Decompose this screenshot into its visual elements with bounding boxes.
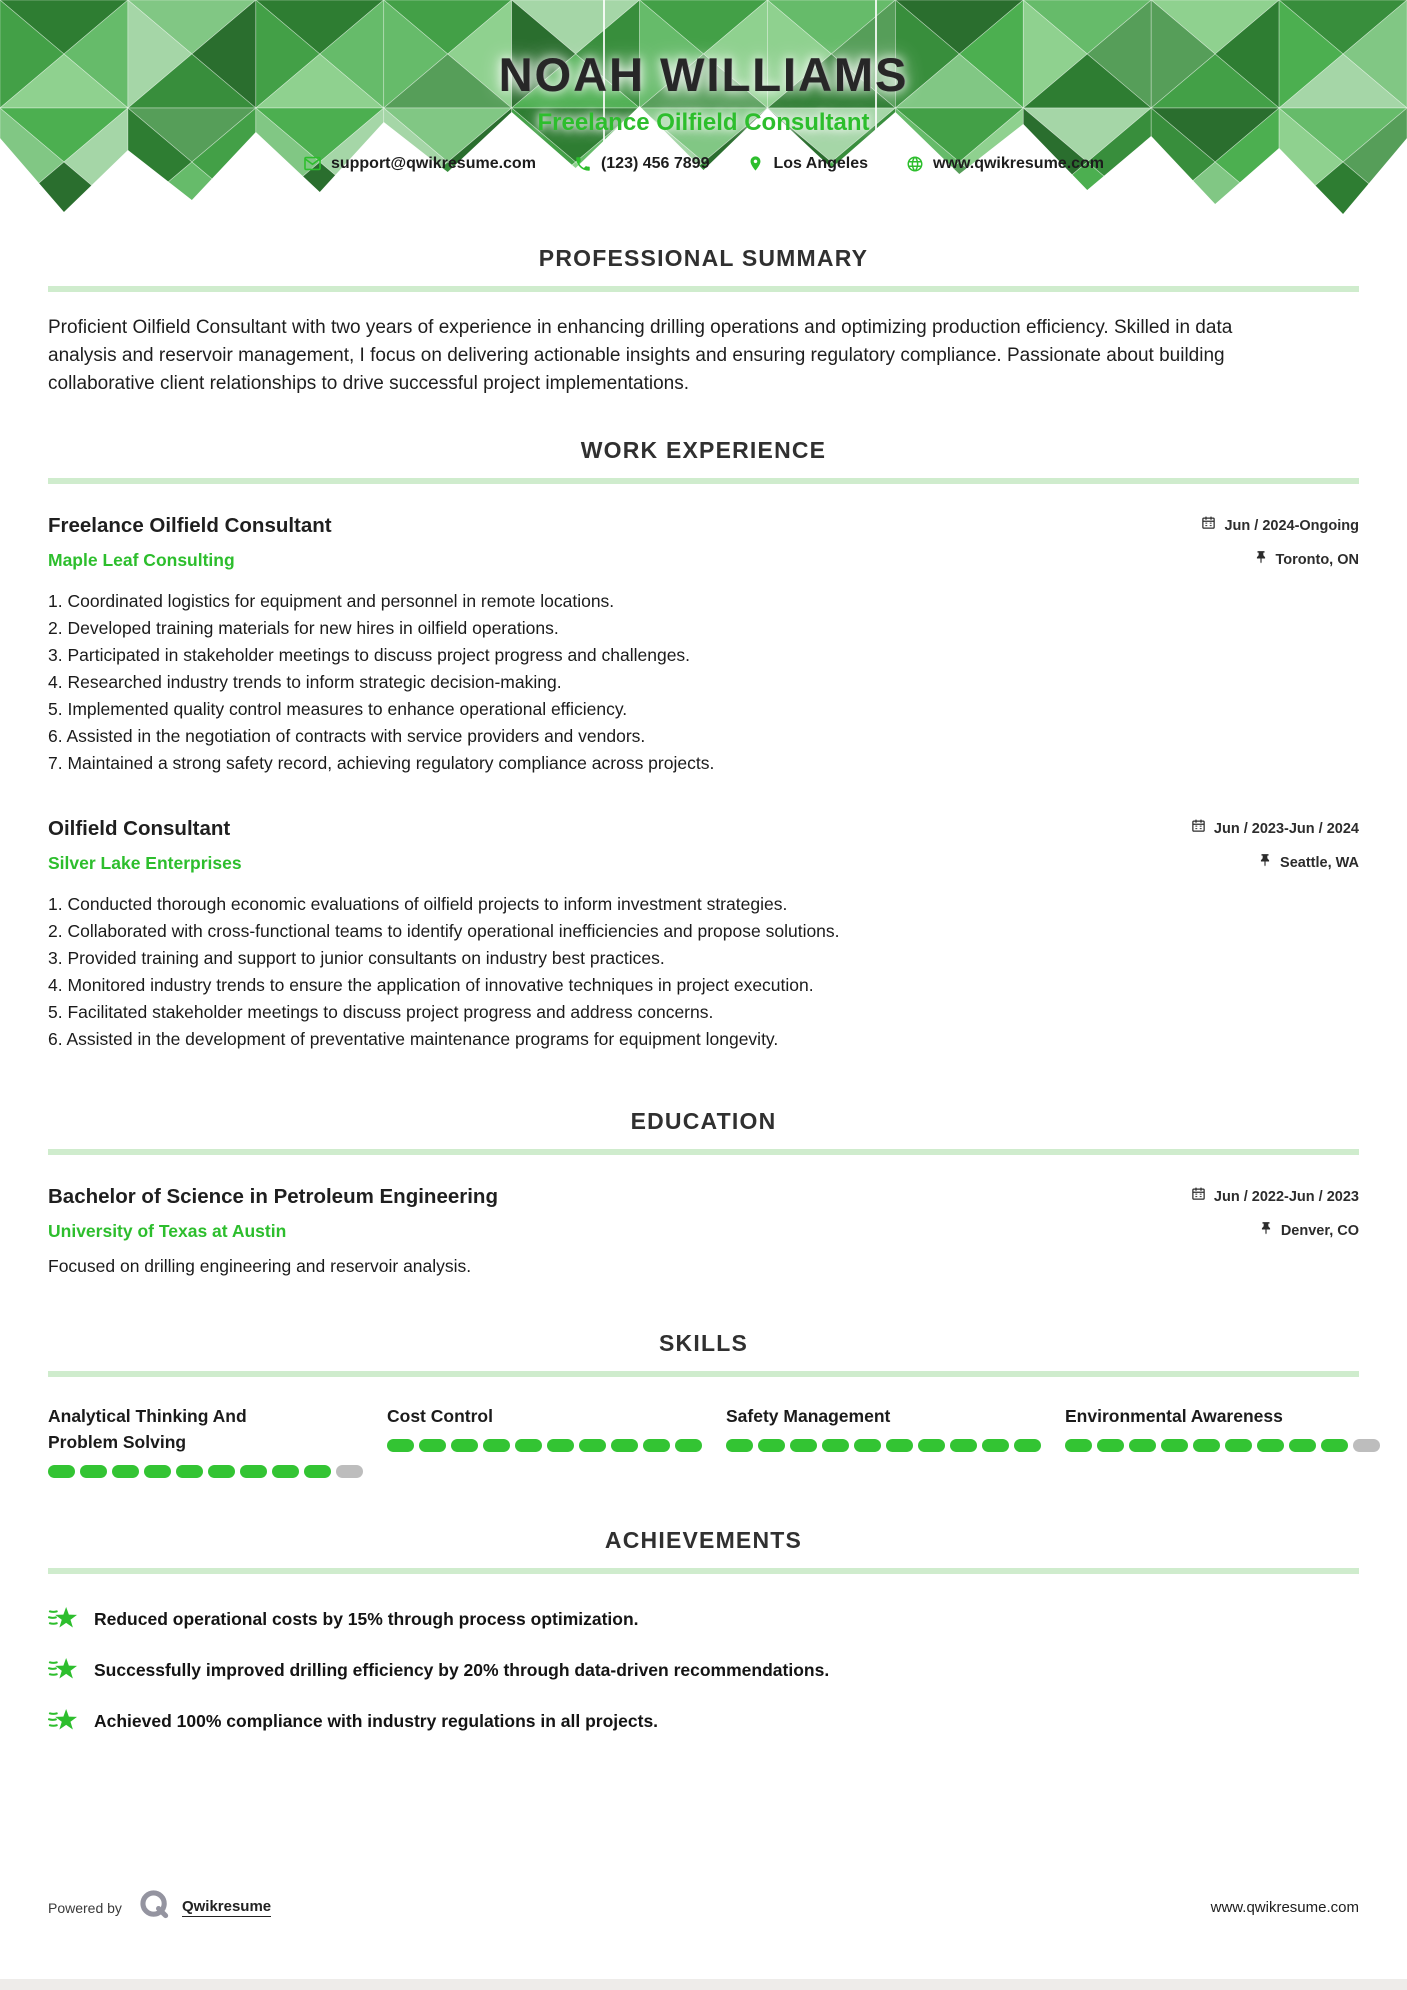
phone-icon: [574, 155, 592, 173]
skill-level-segment: [1353, 1439, 1380, 1452]
skill-level-bar: [726, 1439, 1041, 1452]
section-divider: [48, 286, 1359, 292]
duty-item: Implemented quality control measures to enhance operational efficiency.: [67, 699, 628, 719]
skill-level-segment: [675, 1439, 702, 1452]
skill-level-segment: [1321, 1439, 1348, 1452]
person-name: NOAH WILLIAMS: [498, 48, 909, 101]
education-entry: [48, 1183, 1359, 1279]
job-period-text: Jun / 2023-Jun / 2024: [1213, 821, 1359, 837]
skill-name: Safety Management: [726, 1406, 891, 1426]
skill-level-segment: [451, 1439, 478, 1452]
education-period-text: Jun / 2022-Jun / 2023: [1213, 1189, 1359, 1205]
duty-item: Coordinated logistics for equipment and personnel in remote locations.: [67, 591, 615, 611]
calendar-icon: [1191, 1183, 1206, 1211]
skill-level-segment: [419, 1439, 446, 1452]
skill-level-segment: [611, 1439, 638, 1452]
skill-level-segment: [304, 1465, 331, 1478]
duty-item: Facilitated stakeholder meetings to discuss project progress and address concerns.: [67, 1002, 714, 1022]
contact-phone-text: (123) 456 7899: [600, 154, 710, 172]
education-period: [1191, 1183, 1359, 1211]
skill-level-segment: [387, 1439, 414, 1452]
duty-item: Collaborated with cross-functional teams to identify operational inefficiencies and propose solutions.: [67, 921, 840, 941]
skill-level-segment: [144, 1465, 171, 1478]
achievement-item: [48, 1704, 1359, 1739]
skill-level-segment: [547, 1439, 574, 1452]
job-location-text: Seattle, WA: [1280, 855, 1359, 871]
job-duties: [48, 588, 1359, 777]
job-duties: [48, 891, 1359, 1053]
education-heading: EDUCATION: [630, 1108, 777, 1134]
powered-by-label: Powered by: [48, 1899, 122, 1916]
section-divider: [48, 1568, 1359, 1574]
qwikresume-logo-icon: [138, 1888, 172, 1927]
skill: [1065, 1403, 1380, 1478]
skill-level-segment: [790, 1439, 817, 1452]
skill-level-segment: [918, 1439, 945, 1452]
skill-level-segment: [208, 1465, 235, 1478]
page-bottom-strip: [0, 1979, 1407, 1990]
skill-name: Environmental Awareness: [1065, 1406, 1283, 1426]
header: [0, 0, 1407, 218]
skills-grid: [48, 1403, 1359, 1478]
skill-level-segment: [579, 1439, 606, 1452]
duty-item: Assisted in the development of preventative maintenance programs for equipment longevity.: [66, 1029, 779, 1049]
footer-website: www.qwikresume.com: [1210, 1899, 1359, 1916]
skill-level-segment: [1065, 1439, 1092, 1452]
summary-text: Proficient Oilfield Consultant with two years of experience in enhancing drilling operations and optimizing production efficiency. Skilled in data analysis and reservoir management, I focus on delivering actionable insights and ensuring regulatory compliance. Passionate about building collaborative client relationships to drive successful project implementations.: [48, 317, 1233, 394]
skill-level-segment: [48, 1465, 75, 1478]
contact-email: [303, 154, 536, 173]
achievement-item: [48, 1602, 1359, 1637]
skill: [48, 1403, 363, 1478]
contact-email-text: support@qwikresume.com: [330, 154, 536, 172]
shooting-star-icon: [48, 1653, 78, 1688]
calendar-icon: [1191, 815, 1206, 843]
achievements-heading: ACHIEVEMENTS: [604, 1527, 803, 1553]
contact-row: [0, 154, 1407, 173]
footer: [48, 1888, 1359, 1927]
achievement-text: Achieved 100% compliance with industry regulations in all projects.: [94, 1711, 659, 1731]
skill-level-segment: [854, 1439, 881, 1452]
skill-level-segment: [758, 1439, 785, 1452]
job-location-text: Toronto, ON: [1275, 552, 1359, 568]
job-period-text: Jun / 2024-Ongoing: [1224, 518, 1359, 534]
duty-item: Provided training and support to junior consultants on industry best practices.: [67, 948, 665, 968]
skill-name: Analytical Thinking And Problem Solving: [48, 1406, 247, 1452]
shooting-star-icon: [48, 1704, 78, 1739]
education-note: Focused on drilling engineering and reservoir analysis.: [48, 1256, 472, 1276]
skill-level-segment: [1193, 1439, 1220, 1452]
section-divider: [48, 478, 1359, 484]
section-divider: [48, 1371, 1359, 1377]
job-period: [1201, 512, 1359, 540]
contact-location: [747, 155, 868, 173]
skill-level-segment: [1097, 1439, 1124, 1452]
skill: [387, 1403, 702, 1478]
job-company: Maple Leaf Consulting: [48, 550, 235, 570]
education-location: [1191, 1219, 1359, 1243]
summary-heading: PROFESSIONAL SUMMARY: [538, 245, 869, 271]
person-job-title: Freelance Oilfield Consultant: [537, 109, 870, 136]
shooting-star-icon: [48, 1602, 78, 1637]
duty-item: Developed training materials for new hires in oilfield operations.: [67, 618, 559, 638]
skill-level-bar: [387, 1439, 702, 1452]
pushpin-icon: [1259, 1219, 1273, 1243]
skill-level-segment: [176, 1465, 203, 1478]
contact-phone: [574, 155, 710, 173]
section-divider: [48, 1149, 1359, 1155]
qwikresume-link[interactable]: Qwikresume: [181, 1898, 272, 1915]
duty-item: Monitored industry trends to ensure the application of innovative techniques in project execution.: [67, 975, 814, 995]
achievements-list: [48, 1602, 1359, 1739]
skill-level-segment: [240, 1465, 267, 1478]
contact-website-text: www.qwikresume.com: [933, 154, 1105, 172]
skill-level-bar: [48, 1465, 363, 1478]
job-entry: [48, 512, 1359, 777]
location-pin-icon: [747, 155, 764, 172]
skill-level-segment: [515, 1439, 542, 1452]
job-entry: [48, 815, 1359, 1053]
skill-level-segment: [1014, 1439, 1041, 1452]
skill-level-segment: [1289, 1439, 1316, 1452]
skill-level-segment: [336, 1465, 363, 1478]
skill-level-segment: [1225, 1439, 1252, 1452]
skill-level-segment: [886, 1439, 913, 1452]
job-company: Silver Lake Enterprises: [48, 853, 242, 873]
school-name: University of Texas at Austin: [48, 1221, 287, 1241]
skill-level-segment: [1257, 1439, 1284, 1452]
job-title: Freelance Oilfield Consultant: [48, 514, 332, 537]
duty-item: Participated in stakeholder meetings to discuss project progress and challenges.: [67, 645, 691, 665]
mail-icon: [303, 154, 322, 173]
skill-level-segment: [483, 1439, 510, 1452]
achievement-text: Successfully improved drilling efficiency by 20% through data-driven recommendations.: [94, 1660, 830, 1680]
skill-level-segment: [950, 1439, 977, 1452]
job-location: [1191, 851, 1359, 875]
degree-title: Bachelor of Science in Petroleum Engineering: [48, 1185, 498, 1208]
job-location: [1201, 548, 1359, 572]
globe-icon: [906, 155, 924, 173]
skill-level-segment: [982, 1439, 1009, 1452]
skill-level-segment: [643, 1439, 670, 1452]
job-period: [1191, 815, 1359, 843]
duty-item: Conducted thorough economic evaluations of oilfield projects to inform investment strategies.: [67, 894, 788, 914]
skill-name: Cost Control: [387, 1406, 493, 1426]
education-location-text: Denver, CO: [1280, 1223, 1359, 1239]
skill-level-segment: [80, 1465, 107, 1478]
contact-location-text: Los Angeles: [773, 154, 869, 172]
skill-level-segment: [1161, 1439, 1188, 1452]
job-title: Oilfield Consultant: [48, 817, 231, 840]
skill: [726, 1403, 1041, 1478]
duty-item: Maintained a strong safety record, achieving regulatory compliance across projects.: [67, 753, 715, 773]
skill-level-segment: [112, 1465, 139, 1478]
achievement-item: [48, 1653, 1359, 1688]
skill-level-bar: [1065, 1439, 1380, 1452]
skill-level-segment: [726, 1439, 753, 1452]
content: [0, 244, 1407, 1739]
achievement-text: Reduced operational costs by 15% through process optimization.: [94, 1609, 639, 1629]
skill-level-segment: [822, 1439, 849, 1452]
pushpin-icon: [1254, 548, 1268, 572]
skill-level-segment: [1129, 1439, 1156, 1452]
skill-level-segment: [272, 1465, 299, 1478]
duty-item: Assisted in the negotiation of contracts with service providers and vendors.: [66, 726, 646, 746]
calendar-icon: [1201, 512, 1216, 540]
experience-heading: WORK EXPERIENCE: [580, 437, 827, 463]
skills-heading: SKILLS: [659, 1330, 748, 1356]
contact-website: [906, 155, 1104, 173]
duty-item: Researched industry trends to inform strategic decision-making.: [67, 672, 562, 692]
pushpin-icon: [1258, 851, 1272, 875]
